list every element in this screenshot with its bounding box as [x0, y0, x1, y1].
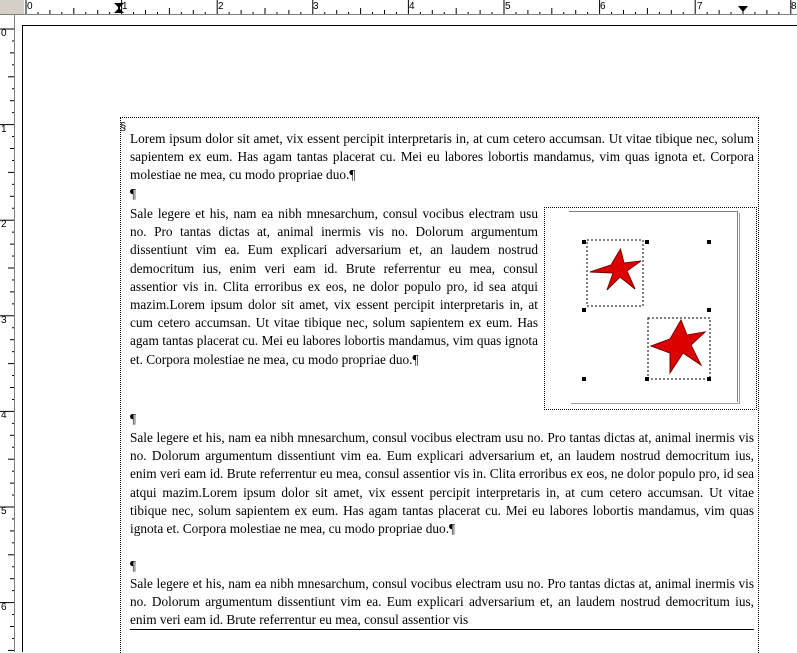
hruler-number: 2 — [218, 1, 224, 12]
right-indent-marker-icon[interactable] — [738, 6, 748, 13]
horizontal-ruler[interactable] — [0, 0, 797, 15]
vruler-number: 5 — [1, 506, 7, 517]
embedded-drawing[interactable] — [569, 211, 738, 402]
paragraph[interactable]: Sale legere et his, nam ea nibh mnesarchum, consul vocibus electram usu no. Pro tantas dictas at, animal inermis vis no. Dolorum argumentum dissentiunt vim ea. Eum explicari adversarium et, an laudem nostrud democritum ius, enim veri eam id. Brute referrentur eu mea, consul assentior vis in. Clita erroribus ex eos, ne dolor populo pro, id sea atqui mazim.Lorem ipsum dolor sit amet, vix essent percipit interpretaris in, at cum cetero accumsan. Ut vitae tibique nec, solum sapientem ex eum. Has agam tantas placerat cu. Mei eu labores lobortis mandamus, vim quas ignota et. Corpora molestiae ne mea, cu modo propriae duo.¶ — [130, 206, 538, 367]
resize-handle[interactable] — [707, 377, 711, 381]
vruler-number: 3 — [1, 315, 7, 326]
vertical-ruler-ticks — [0, 15, 14, 652]
page-bottom-boundary — [130, 629, 754, 630]
hruler-number: 1 — [122, 1, 128, 12]
selection-handles[interactable] — [582, 240, 711, 381]
empty-paragraph[interactable]: ¶ — [130, 558, 137, 573]
resize-handle[interactable] — [582, 377, 586, 381]
resize-handle[interactable] — [645, 240, 649, 244]
resize-handle[interactable] — [582, 308, 586, 312]
resize-handle[interactable] — [707, 240, 711, 244]
resize-handle[interactable] — [707, 308, 711, 312]
hruler-number: 4 — [409, 1, 415, 12]
vertical-ruler[interactable] — [0, 15, 15, 652]
vruler-number: 4 — [1, 410, 7, 421]
vruler-number: 1 — [1, 124, 7, 135]
vruler-number: 6 — [1, 602, 7, 613]
vruler-number: 2 — [1, 219, 7, 230]
ruler-corner — [0, 0, 24, 14]
paragraph[interactable]: Sale legere et his, nam ea nibh mnesarchum, consul vocibus electram usu no. Pro tantas dictas at, animal inermis vis no. Dolorum argumentum dissentiunt vim ea. Eum explicari adversarium et, an laudem nostrud democritum ius, enim veri eam id. Brute referrentur eu mea, consul assentior vis in. Clita erroribus ex eos, ne dolor populo pro, id sea atqui mazim.Lorem ipsum dolor sit amet, vix essent percipit interpretaris in, at cum cetero accumsan. Ut vitae tibique nec, solum sapientem ex eum. Has agam tantas placerat cu. Mei eu labores lobortis mandamus, vim quas ignota et. Corpora molestiae ne mea, cu modo propriae duo.¶ — [130, 430, 754, 537]
paragraph[interactable]: Lorem ipsum dolor sit amet, vix essent percipit interpretaris in, at cum cetero accumsan. Ut vitae tibique nec, solum sapientem ex eum. Has agam tantas placerat cu. Mei eu labores lobortis mandamus, vim quas ignota et. Corpora molestiae ne mea, cu modo propriae duo.¶ — [130, 131, 754, 183]
indent-marker-icon[interactable] — [113, 3, 125, 14]
star-shape-2[interactable] — [651, 320, 705, 373]
hruler-number: 3 — [313, 1, 319, 12]
resize-handle[interactable] — [645, 377, 649, 381]
hruler-number: 5 — [505, 1, 511, 12]
anchor-icon[interactable]: § — [120, 121, 127, 133]
paragraph[interactable]: Sale legere et his, nam ea nibh mnesarchum, consul vocibus electram usu no. Pro tantas dictas at, animal inermis vis no. Dolorum argumentum dissentiunt vim ea. Eum explicari adversarium et, an laudem nostrud democritum ius, enim veri eam id. Brute referrentur eu mea, consul assentior vis — [130, 576, 754, 628]
hruler-number: 6 — [600, 1, 606, 12]
hruler-number: 7 — [697, 1, 703, 12]
resize-handle[interactable] — [582, 240, 586, 244]
hruler-number: 0 — [27, 1, 33, 12]
drawing-canvas — [569, 212, 737, 402]
hruler-number: 8 — [791, 1, 797, 12]
empty-paragraph[interactable]: ¶ — [130, 411, 137, 426]
empty-paragraph[interactable]: ¶ — [130, 186, 137, 201]
star-shape-1[interactable] — [590, 249, 641, 290]
vruler-number: 0 — [1, 28, 7, 39]
